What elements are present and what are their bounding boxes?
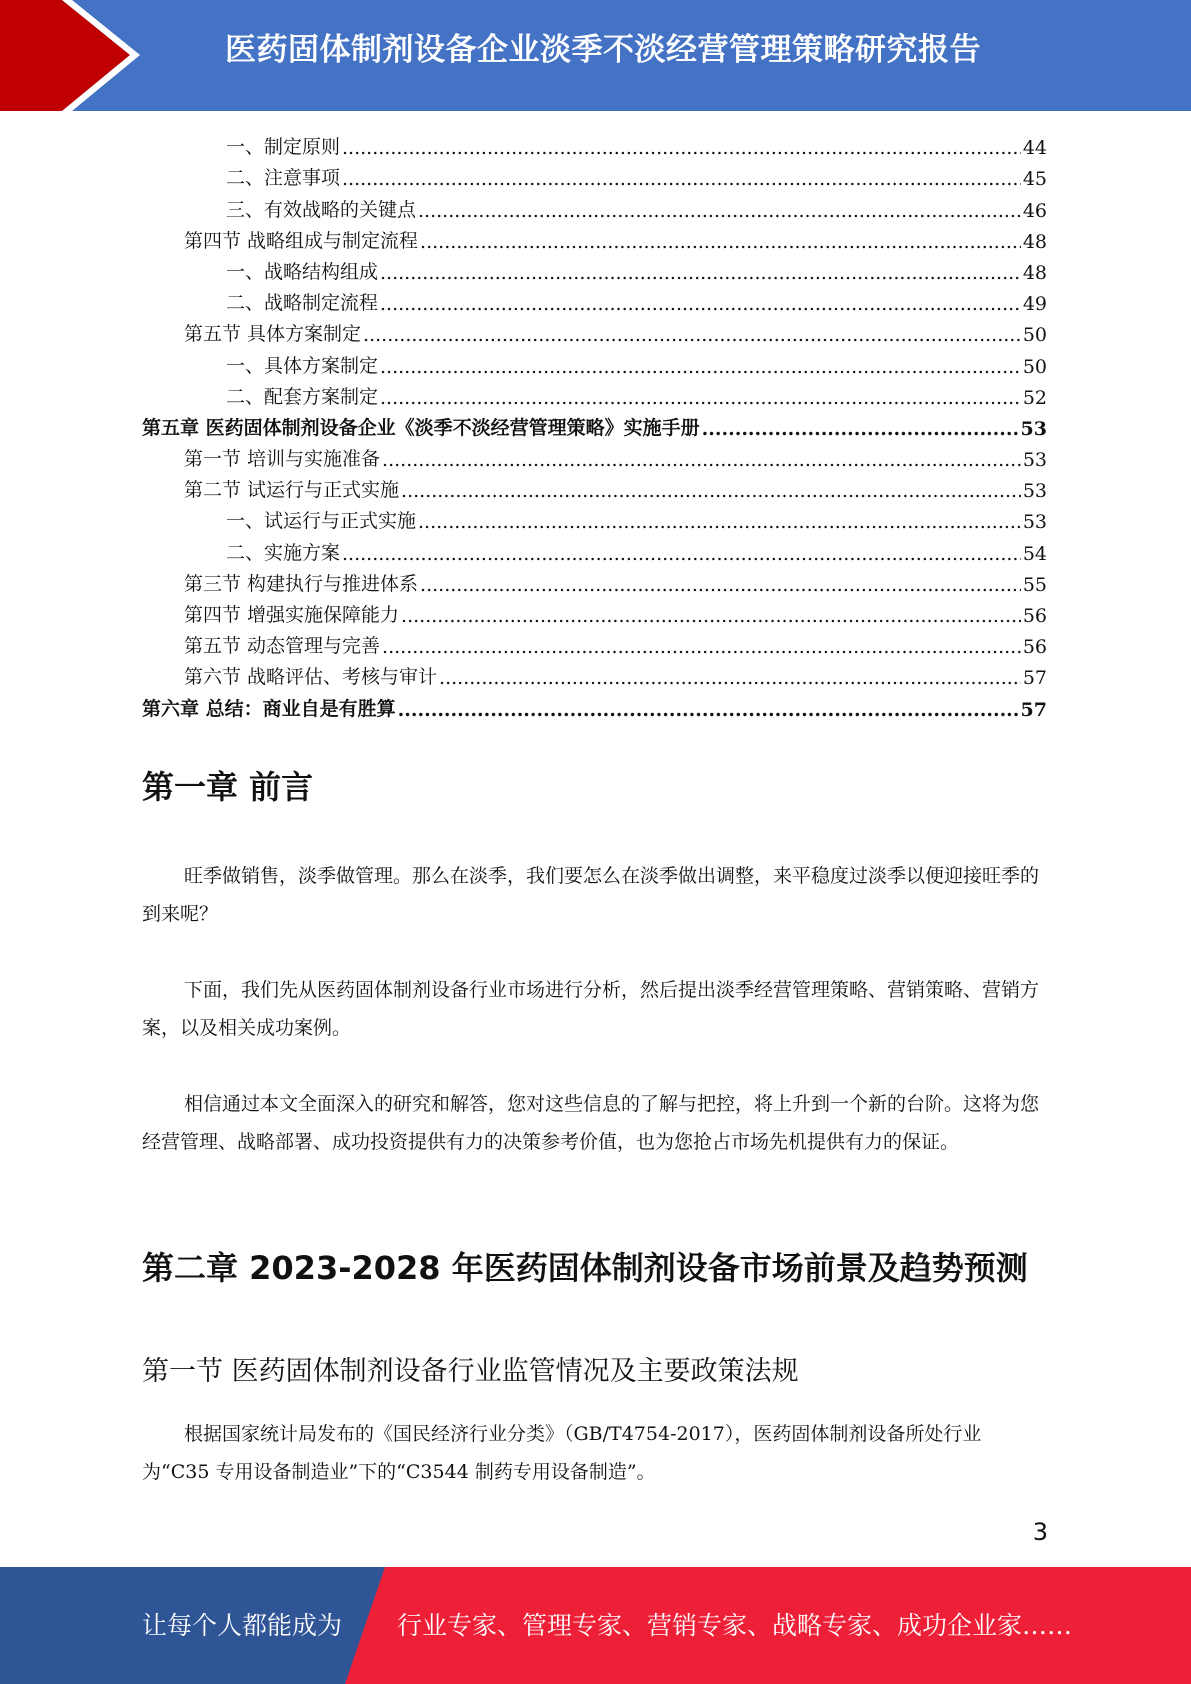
toc-entry-title: 第五节 具体方案制定 <box>184 323 362 346</box>
chapter-1-paragraph-2: 下面，我们先从医药固体制剂设备行业市场进行分析，然后提出淡季经营管理策略、营销策略、营销方案，以及相关成功案例。 <box>142 979 1040 1039</box>
toc-entry-page: 53 <box>1022 480 1047 503</box>
toc-dot-leader <box>420 574 1021 596</box>
toc-entry-page: 53 <box>1022 511 1047 534</box>
toc-entry-page: 48 <box>1022 230 1047 253</box>
toc-dot-leader <box>382 636 1021 658</box>
toc-dot-leader <box>380 293 1021 315</box>
toc-entry[interactable] <box>142 159 1047 190</box>
toc-entry-title: 一、制定原则 <box>226 136 341 159</box>
footer-slogan-right: 行业专家、管理专家、营销专家、战略专家、成功企业家…… <box>397 1611 1073 1640</box>
toc-entry-title: 第五章 医药固体制剂设备企业《淡季不淡经营管理策略》实施手册 <box>142 416 700 439</box>
toc-entry[interactable] <box>142 253 1047 284</box>
toc-entry[interactable] <box>142 128 1047 159</box>
toc-entry[interactable] <box>142 222 1047 253</box>
toc-entry-page: 56 <box>1022 636 1047 659</box>
toc-entry-title: 第六章 总结：商业自是有胜算 <box>142 697 396 720</box>
toc-dot-leader <box>420 231 1021 253</box>
toc-dot-leader <box>382 449 1021 471</box>
toc-entry-title: 二、注意事项 <box>226 167 341 190</box>
toc-entry-title: 第四节 战略组成与制定流程 <box>184 229 419 252</box>
toc-entry-title: 第五节 动态管理与完善 <box>184 635 381 658</box>
toc-entry-page: 44 <box>1022 137 1047 160</box>
table-of-contents <box>142 128 1047 721</box>
toc-dot-leader <box>363 324 1021 346</box>
section-1-heading: 第一节 医药固体制剂设备行业监管情况及主要政策法规 <box>142 1356 799 1387</box>
toc-entry-page: 48 <box>1022 261 1047 284</box>
toc-entry-page: 55 <box>1022 573 1047 596</box>
toc-entry-page: 50 <box>1022 355 1047 378</box>
toc-entry[interactable] <box>142 284 1047 315</box>
toc-entry-title: 第二节 试运行与正式实施 <box>184 479 400 502</box>
toc-entry-title: 第一节 培训与实施准备 <box>184 448 381 471</box>
toc-dot-leader <box>418 511 1021 533</box>
toc-dot-leader <box>380 387 1021 409</box>
toc-entry-page: 49 <box>1022 293 1047 316</box>
toc-entry[interactable] <box>142 315 1047 346</box>
section-1-paragraph: 根据国家统计局发布的《国民经济行业分类》（GB/T4754-2017），医药固体制剂设备所处行业为“C35 专用设备制造业”下的“C3544 制药专用设备制造”。 <box>142 1423 982 1483</box>
chapter-1-heading: 第一章 前言 <box>142 768 314 806</box>
toc-dot-leader <box>439 667 1021 689</box>
toc-entry-page: 57 <box>1020 698 1047 721</box>
report-title: 医药固体制剂设备企业淡季不淡经营管理策略研究报告 <box>225 32 981 68</box>
chapter-2-heading: 第二章 2023-2028 年医药固体制剂设备市场前景及趋势预测 <box>142 1249 1028 1287</box>
toc-entry[interactable] <box>142 565 1047 596</box>
toc-entry[interactable] <box>142 533 1047 564</box>
toc-dot-leader <box>342 168 1021 190</box>
toc-entry-title: 一、具体方案制定 <box>226 354 379 377</box>
toc-entry-page: 57 <box>1022 667 1047 690</box>
toc-dot-leader <box>702 418 1019 440</box>
toc-entry-page: 52 <box>1022 386 1047 409</box>
chapter-1-paragraph-3: 相信通过本文全面深入的研究和解答，您对这些信息的了解与把控，将上升到一个新的台阶。这将为您经营管理、战略部署、成功投资提供有力的决策参考价值，也为您抢占市场先机提供有力的保证。 <box>142 1093 1040 1153</box>
toc-dot-leader <box>380 262 1021 284</box>
toc-entry-page: 53 <box>1022 449 1047 472</box>
toc-entry[interactable] <box>142 658 1047 689</box>
page-header <box>0 0 1191 111</box>
footer-slogan-left: 让每个人都能成为 <box>142 1611 343 1640</box>
toc-dot-leader <box>342 543 1021 565</box>
toc-entry-title: 第六节 战略评估、考核与审计 <box>184 666 438 689</box>
header-arrow-graphic <box>0 0 150 111</box>
toc-entry-page: 53 <box>1020 417 1047 440</box>
toc-entry-title: 三、有效战略的关键点 <box>226 198 417 221</box>
toc-entry[interactable] <box>142 440 1047 471</box>
toc-entry-title: 二、战略制定流程 <box>226 292 379 315</box>
toc-entry[interactable] <box>142 471 1047 502</box>
toc-entry[interactable] <box>142 378 1047 409</box>
toc-entry[interactable] <box>142 596 1047 627</box>
toc-entry-page: 46 <box>1022 199 1047 222</box>
toc-dot-leader <box>401 480 1021 502</box>
toc-entry[interactable] <box>142 409 1047 440</box>
toc-entry[interactable] <box>142 190 1047 221</box>
chapter-1-paragraph-1: 旺季做销售，淡季做管理。那么在淡季，我们要怎么在淡季做出调整，来平稳度过淡季以便迎接旺季的到来呢？ <box>142 865 1040 925</box>
toc-entry-page: 50 <box>1022 324 1047 347</box>
page-footer <box>0 1567 1191 1684</box>
toc-entry-title: 一、试运行与正式实施 <box>226 510 417 533</box>
toc-entry-title: 第三节 构建执行与推进体系 <box>184 572 419 595</box>
toc-entry-title: 二、实施方案 <box>226 541 341 564</box>
toc-dot-leader <box>418 200 1021 222</box>
toc-entry-title: 二、配套方案制定 <box>226 385 379 408</box>
toc-entry[interactable] <box>142 689 1047 720</box>
toc-entry-page: 54 <box>1022 542 1047 565</box>
toc-entry[interactable] <box>142 627 1047 658</box>
toc-entry-title: 第四节 增强实施保障能力 <box>184 604 400 626</box>
toc-dot-leader <box>401 605 1021 627</box>
toc-entry[interactable] <box>142 346 1047 377</box>
toc-dot-leader <box>380 356 1021 378</box>
toc-entry-page: 56 <box>1022 605 1047 627</box>
toc-dot-leader <box>342 137 1021 159</box>
toc-entry[interactable] <box>142 502 1047 533</box>
toc-entry-title: 一、战略结构组成 <box>226 260 379 283</box>
toc-dot-leader <box>398 699 1019 721</box>
toc-entry-page: 45 <box>1022 168 1047 191</box>
page-number: 3 <box>1032 1518 1048 1546</box>
